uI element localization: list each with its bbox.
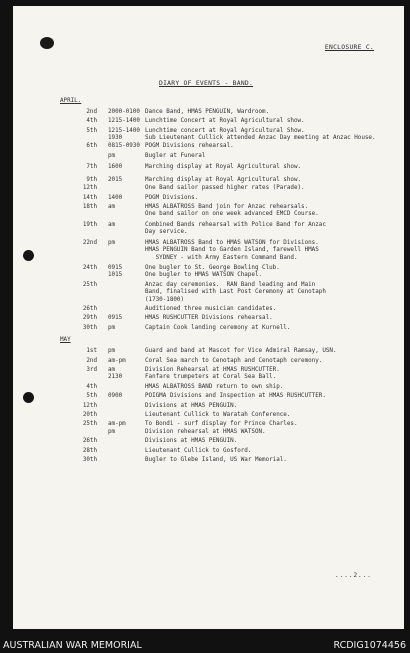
entry-event: HMAS ALBATROSS Band to HMAS WATSON for Divisions. HMAS PENGUIN Band to Garden Island, farewell HMAS SYDNEY - with Army Eastern Command Band. <box>145 239 319 261</box>
entry-event: POIGMA Divisions and Inspection at HMAS RUSHCUTTER. <box>145 393 326 400</box>
entry-event: Lunchtime Concert at Royal Agricultural show. <box>145 118 305 125</box>
entry-time: am <box>108 204 116 211</box>
entry-event: HMAS ALBATROSS Band join for Anzac rehearsals. One band sailor on one week advanced EMCD Course. <box>145 204 319 218</box>
entry-day: 20th <box>82 412 97 418</box>
diary-entry <box>57 128 397 135</box>
document-title: DIARY OF EVENTS - BAND. <box>159 80 254 87</box>
entry-event: Divisions at HMAS PENGUIN. <box>145 402 238 409</box>
entry-time: 2000-0100 <box>108 109 140 115</box>
month-heading: MAY <box>60 337 71 344</box>
entry-event: Marching display at Royal Agricultural show. <box>145 176 302 183</box>
enclosure-label: ENCLOSURE C. <box>324 44 374 51</box>
entry-event: Fanfare trumpeters at Coral Sea Ball. <box>145 374 277 381</box>
entry-time: pm <box>108 239 116 246</box>
diary-entry <box>57 143 397 150</box>
entry-day: 24th <box>82 264 97 271</box>
entry-day: 25th <box>82 281 97 288</box>
entry-event: One bugler to HMAS WATSON Chapel. <box>145 272 263 279</box>
entry-time <box>97 448 145 455</box>
entry-day: 14th <box>82 194 97 201</box>
diary-entry <box>57 204 397 219</box>
diary-entry <box>57 421 397 436</box>
diary-entry <box>57 282 397 304</box>
entry-time: am-pm pm <box>108 421 126 435</box>
entry-event: One bugler to St. George Bowling Club. <box>145 264 280 271</box>
entry-day <box>57 153 97 160</box>
entry-event: Dance Band, HMAS PENGUIN, Wardroom. <box>145 109 270 115</box>
entry-event: Marching display at Royal Agricultural show. <box>145 164 302 171</box>
entry-time <box>97 185 145 192</box>
punch-hole-top <box>23 250 34 261</box>
entry-day: 12th <box>82 402 97 409</box>
entry-day <box>57 374 97 381</box>
entry-event: To Bondi - surf display for Prince Charles. Division rehearsal at HMAS WATSON. <box>145 421 298 435</box>
diary-entry <box>57 384 397 391</box>
entry-time: 1215-1400 <box>108 118 140 125</box>
entry-event: Bugler at Funeral <box>145 153 206 160</box>
entry-time: 1215-1400 <box>108 127 140 134</box>
entry-event: POGM Divisions rehearsal. <box>145 142 234 149</box>
diary-entry <box>57 358 397 365</box>
diary-entry <box>57 348 397 355</box>
entry-event: Combined Bands rehearsal with Police Band for Anzac Day service. <box>145 221 326 236</box>
entry-time: 1400 <box>108 194 123 201</box>
entry-time: 2130 <box>108 374 123 381</box>
diary-entry <box>57 325 397 332</box>
diary-entry <box>57 265 397 272</box>
entry-event: Captain Cook landing ceremony at Kurnell. <box>145 324 291 331</box>
entry-day: 26th <box>82 438 97 445</box>
entry-time: 1600 <box>108 164 123 171</box>
entry-time <box>97 438 145 445</box>
diary-entry <box>57 412 397 419</box>
diary-entry <box>57 272 397 279</box>
entry-time: pm <box>108 348 116 355</box>
entry-day: 30th <box>82 457 97 464</box>
diary-entry <box>57 109 397 116</box>
diary-entry <box>57 177 397 184</box>
diary-entry <box>57 374 397 381</box>
diary-entry <box>57 118 397 125</box>
diary-entry <box>57 438 397 445</box>
diary-entry <box>57 306 397 313</box>
archive-name: AUSTRALIAN WAR MEMORIAL <box>3 640 142 651</box>
punch-hole-bottom <box>23 392 34 403</box>
entry-event: One Band sailor passed higher rates (Parade). <box>145 185 305 192</box>
entry-time <box>97 403 145 410</box>
entry-day: 28th <box>82 447 97 454</box>
entry-time: 1930 <box>108 135 123 142</box>
diary-entry <box>57 135 397 142</box>
entry-time: 1015 <box>108 272 123 279</box>
diary-entry <box>57 185 397 192</box>
entry-time: pm <box>108 153 116 160</box>
diary-entry <box>57 153 397 160</box>
entry-time: am <box>108 366 116 373</box>
diary-entry <box>57 393 397 400</box>
entry-day: 3rd <box>86 366 97 373</box>
entry-day: 25th <box>82 421 97 428</box>
entry-time: 0815-0930 <box>108 142 140 149</box>
diary-entry <box>57 222 397 237</box>
entry-event: Lunchtime concert at Royal Agricultural Show. <box>145 127 305 134</box>
diary-entry <box>57 164 397 171</box>
entry-day: 2nd <box>86 109 97 115</box>
diary-entry <box>57 367 397 374</box>
entry-day: 6th <box>86 142 97 149</box>
entry-event: Coral Sea march to Cenotaph and Cenotaph ceremony. <box>145 357 323 364</box>
entry-day: 2nd <box>86 357 97 364</box>
entry-event: Division Rehearsal at HMAS RUSHCUTTER. <box>145 366 280 373</box>
entry-event: Lieutenant Cullick to Gosford. <box>145 447 252 454</box>
entry-event: Anzac day ceremonies. RAN Band leading and Main Band, finalised with Last Post Ceremony at Cenotaph (1730-1800) <box>145 281 326 303</box>
entry-time <box>97 457 145 464</box>
entry-time: 2015 <box>108 176 123 183</box>
entry-event: Guard and band at Mascot for Vice Admiral Ramsay, USN. <box>145 348 337 355</box>
document-page <box>13 6 404 629</box>
continuation-mark: ....2... <box>335 572 372 579</box>
entry-time <box>97 282 145 304</box>
entry-time <box>97 412 145 419</box>
entry-day: 1st <box>86 348 97 355</box>
entry-event: HMAS ALBATROSS BAND return to own ship. <box>145 383 284 390</box>
entry-event: HMAS RUSHCUTTER Divisions rehearsal. <box>145 315 273 322</box>
entry-day: 4th <box>86 383 97 390</box>
entry-day: 29th <box>82 315 97 322</box>
entry-day: 22nd <box>82 239 97 246</box>
entry-day: 18th <box>82 204 97 211</box>
entry-time: 0915 <box>108 264 123 271</box>
diary-entry <box>57 240 397 262</box>
entry-day <box>57 272 97 279</box>
entry-time: pm <box>108 324 116 331</box>
ink-stain <box>40 37 54 49</box>
entry-day: 30th <box>82 324 97 331</box>
month-heading: APRIL. <box>60 98 82 104</box>
entry-day <box>57 135 97 142</box>
entry-time: am <box>108 221 116 228</box>
entry-time <box>97 306 145 313</box>
entry-time: 0915 <box>108 315 123 322</box>
entry-day: 5th <box>86 393 97 400</box>
entry-event: Bugler to Glebe Island, US War Memorial. <box>145 457 287 464</box>
entry-event: Auditioned three musician candidates. <box>145 305 277 312</box>
entry-day: 19th <box>82 221 97 228</box>
entry-day: 26th <box>82 305 97 312</box>
diary-entry <box>57 315 397 322</box>
entry-event: Sub Lieutenant Cullick attended Anzac Day meeting at Anzac House. <box>145 135 376 142</box>
diary-entry <box>57 457 397 464</box>
entry-event: Lieutenant Cullick to Waratah Conference. <box>145 412 291 418</box>
entry-day: 5th <box>86 127 97 134</box>
archive-footer <box>0 637 410 653</box>
entry-day: 7th <box>86 164 97 171</box>
entry-event: POGM Divisions. <box>145 194 199 201</box>
entry-event: Divisions at HMAS PENGUIN. <box>145 438 238 445</box>
entry-day: 4th <box>86 118 97 125</box>
entry-time <box>97 384 145 391</box>
entry-time: am-pm <box>108 357 126 364</box>
diary-body <box>57 98 397 464</box>
entry-day: 12th <box>82 185 97 192</box>
record-id: RCDIG1074456 <box>333 640 406 651</box>
entry-time: 0900 <box>108 393 123 400</box>
diary-entry <box>57 448 397 455</box>
diary-entry <box>57 403 397 410</box>
entry-day: 9th <box>86 176 97 183</box>
diary-entry <box>57 195 397 202</box>
